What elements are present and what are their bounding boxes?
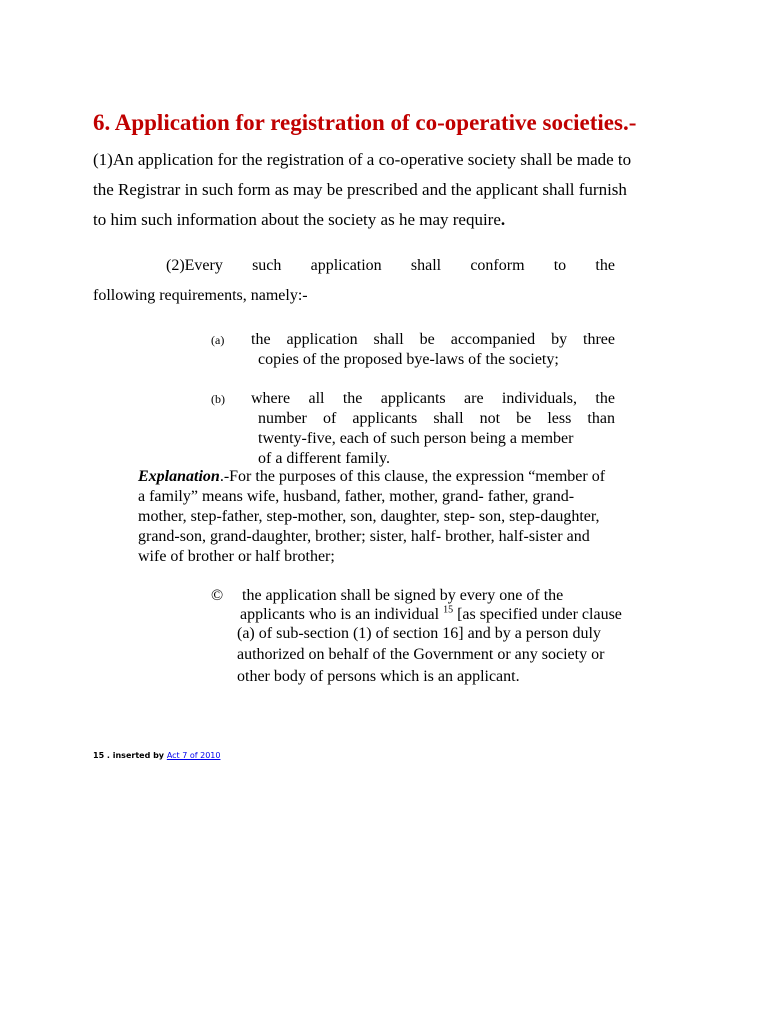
item-b-word: the bbox=[342, 390, 363, 407]
para1-line2: the Registrar in such form as may be prescribed and the applicant shall furnish bbox=[93, 180, 627, 199]
para2-word: such bbox=[252, 257, 282, 274]
para1-line3 bbox=[93, 209, 505, 231]
item-a bbox=[251, 330, 615, 370]
para2-word: (2)Every bbox=[166, 257, 223, 274]
item-b-word: than bbox=[587, 410, 615, 427]
item-a-word: three bbox=[583, 331, 615, 348]
item-b-word: are bbox=[464, 390, 484, 407]
section-heading: 6. Application for registration of co-operative societies.- bbox=[93, 110, 637, 135]
item-c-line2-text: applicants who is an individual bbox=[240, 606, 444, 623]
item-b-word: number bbox=[258, 410, 307, 427]
item-b-word: of bbox=[322, 410, 337, 427]
item-b-word: less bbox=[547, 410, 572, 427]
para2-line2: following requirements, namely:- bbox=[93, 287, 308, 304]
item-b-line4: of a different family. bbox=[258, 450, 390, 467]
item-b-word: applicants bbox=[352, 410, 418, 427]
footnote-text: 15 . inserted by bbox=[93, 751, 167, 760]
item-b-word: be bbox=[516, 410, 532, 427]
item-b bbox=[251, 389, 615, 469]
item-a-line1 bbox=[251, 330, 615, 350]
item-c-line5: other body of persons which is an applicant. bbox=[237, 668, 520, 685]
explanation-line2: a family” means wife, husband, father, mother, grand- father, grand- bbox=[138, 488, 575, 505]
para2-line1 bbox=[166, 257, 615, 275]
item-b-word: all bbox=[308, 390, 325, 407]
item-b-line2 bbox=[251, 409, 615, 429]
item-a-word: by bbox=[551, 331, 568, 348]
item-b-word: individuals, bbox=[501, 390, 578, 407]
item-c-line2 bbox=[240, 605, 622, 625]
item-a-word: shall bbox=[373, 331, 404, 348]
footnote-reference: 15 bbox=[443, 604, 454, 616]
para2-word: shall bbox=[410, 257, 442, 274]
item-c-marker: © bbox=[211, 587, 224, 604]
explanation-line3: mother, step-father, step-mother, son, daughter, step- son, step-daughter, bbox=[138, 508, 600, 525]
explanation-line5: wife of brother or half brother; bbox=[138, 548, 335, 565]
item-b-marker: (b) bbox=[211, 392, 225, 406]
footnote-link[interactable]: Act 7 of 2010 bbox=[166, 751, 221, 760]
explanation-text: .-For the purposes of this clause, the expression “member of bbox=[219, 468, 606, 485]
item-b-line1 bbox=[251, 389, 615, 409]
para1-line3-end: . bbox=[500, 210, 506, 229]
item-b-word: where bbox=[251, 390, 291, 407]
item-a-word: accompanied bbox=[450, 331, 536, 348]
para1-line1: (1)An application for the registration of a co-operative society shall be made to bbox=[93, 150, 632, 169]
para1-line3-text: to him such information about the society as he may require bbox=[93, 210, 501, 229]
explanation-label: Explanation bbox=[138, 468, 220, 485]
para2-word: the bbox=[595, 257, 615, 274]
item-a-word: be bbox=[419, 331, 435, 348]
explanation-line4: grand-son, grand-daughter, brother; sister, half- brother, half-sister and bbox=[138, 528, 590, 545]
item-a-line2: copies of the proposed bye-laws of the society; bbox=[258, 351, 559, 368]
para2-word: application bbox=[310, 257, 382, 274]
item-b-word: not bbox=[479, 410, 501, 427]
item-b-word: shall bbox=[433, 410, 464, 427]
footnote bbox=[93, 751, 220, 760]
explanation-block bbox=[138, 467, 668, 567]
item-a-word: application bbox=[286, 331, 358, 348]
item-b-line3: twenty-five, each of such person being a member bbox=[258, 430, 574, 447]
para2-word: conform bbox=[470, 257, 525, 274]
item-b-word: the bbox=[595, 390, 615, 407]
para2-word: to bbox=[553, 257, 567, 274]
item-c-line2-rest: [as specified under clause bbox=[453, 606, 622, 623]
item-a-marker: (a) bbox=[211, 333, 225, 347]
item-c-line1: the application shall be signed by every one of the bbox=[242, 587, 564, 604]
explanation-line1 bbox=[138, 467, 668, 487]
item-a-word: the bbox=[251, 331, 271, 348]
item-c-line4: authorized on behalf of the Government or any society or bbox=[237, 646, 605, 663]
item-c-line3: (a) of sub-section (1) of section 16] and by a person duly bbox=[237, 625, 601, 642]
item-b-word: applicants bbox=[380, 390, 446, 407]
